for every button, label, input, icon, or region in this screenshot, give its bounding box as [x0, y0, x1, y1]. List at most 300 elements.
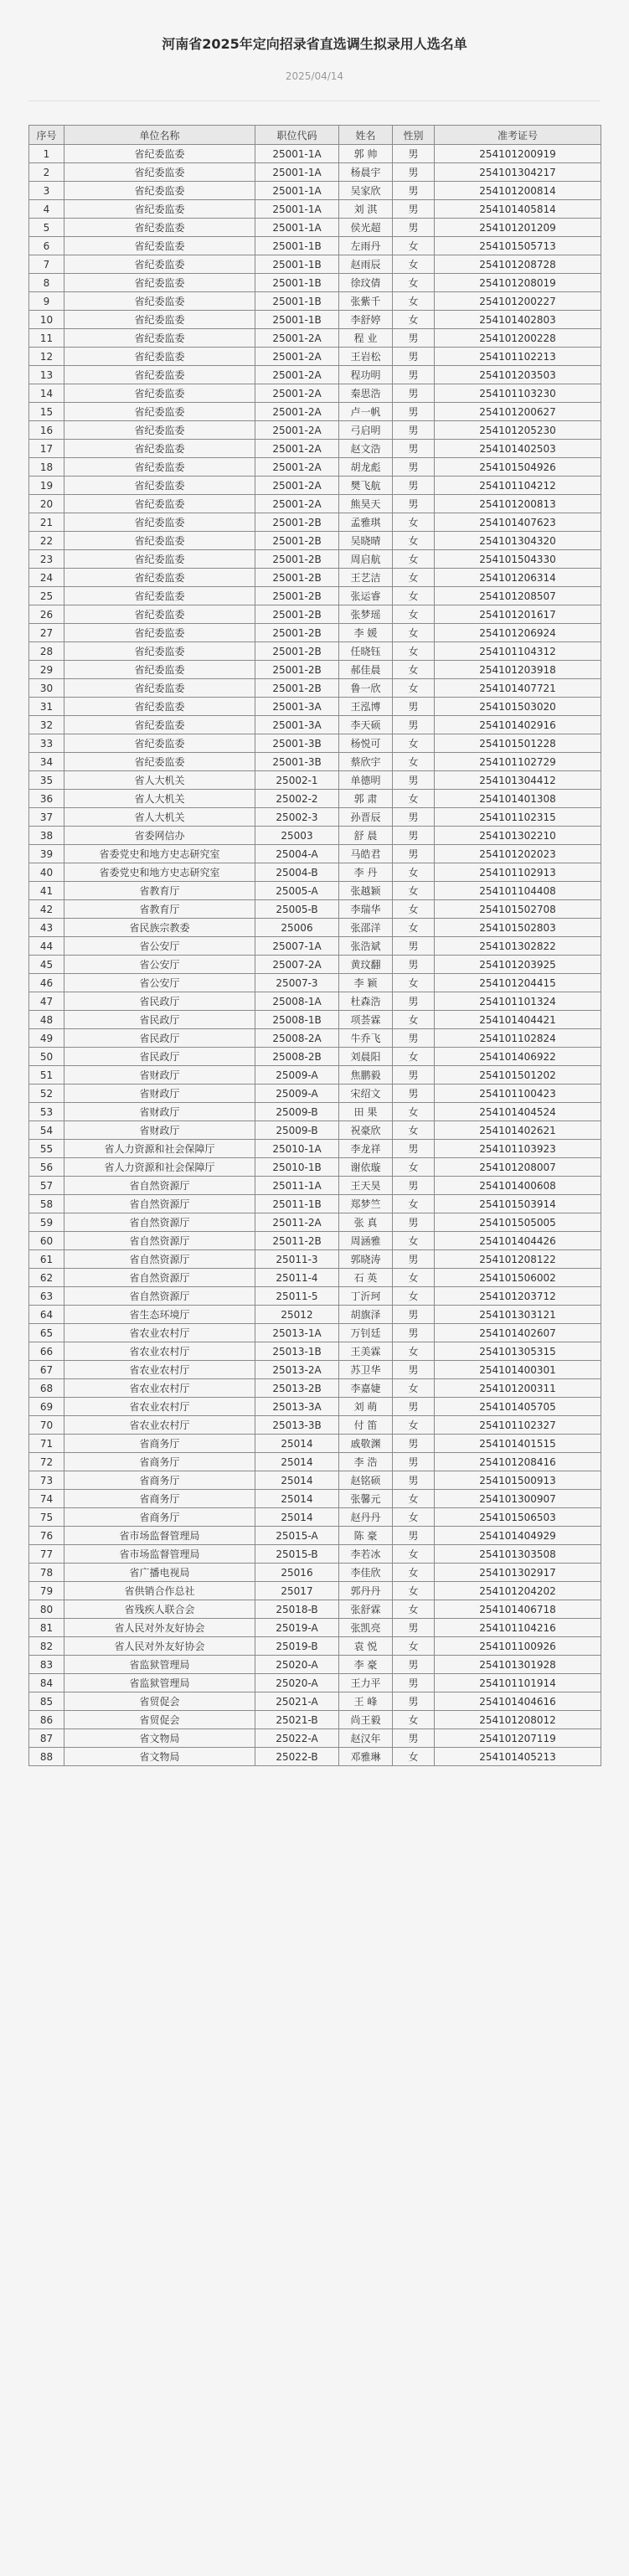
table-row	[29, 1213, 601, 1232]
cell-gender: 女	[393, 1232, 435, 1250]
table-row	[29, 1656, 601, 1674]
table-header	[29, 126, 601, 145]
cell-unit: 省商务厅	[64, 1490, 255, 1508]
cell-name: 王天昊	[339, 1177, 393, 1195]
cell-exam-id: 254101500913	[435, 1471, 601, 1490]
cell-unit: 省纪委监委	[64, 403, 255, 421]
cell-name: 孙晋辰	[339, 808, 393, 827]
cell-gender: 女	[393, 255, 435, 274]
cell-seq: 20	[29, 495, 64, 513]
table-row	[29, 1416, 601, 1435]
cell-seq: 55	[29, 1140, 64, 1158]
cell-exam-id: 254101504926	[435, 458, 601, 477]
cell-seq: 24	[29, 569, 64, 587]
cell-code: 25020-A	[255, 1674, 339, 1692]
cell-code: 25009-B	[255, 1121, 339, 1140]
cell-gender: 女	[393, 532, 435, 550]
cell-unit: 省生态环境厅	[64, 1306, 255, 1324]
cell-name: 王岩松	[339, 348, 393, 366]
cell-seq: 40	[29, 863, 64, 882]
col-header-seq: 序号	[29, 126, 64, 145]
cell-unit: 省财政厅	[64, 1084, 255, 1103]
cell-name: 熊昊天	[339, 495, 393, 513]
cell-code: 25013-1B	[255, 1342, 339, 1361]
cell-unit: 省农业农村厅	[64, 1416, 255, 1435]
cell-seq: 23	[29, 550, 64, 569]
table-row	[29, 1600, 601, 1619]
col-header-code: 职位代码	[255, 126, 339, 145]
table-row	[29, 255, 601, 274]
header-row	[29, 126, 601, 145]
cell-exam-id: 254101202023	[435, 845, 601, 863]
cell-exam-id: 254101402621	[435, 1121, 601, 1140]
cell-name: 任晓钰	[339, 642, 393, 661]
cell-exam-id: 254101102315	[435, 808, 601, 827]
cell-gender: 男	[393, 458, 435, 477]
cell-seq: 64	[29, 1306, 64, 1324]
cell-name: 左雨丹	[339, 237, 393, 255]
cell-seq: 27	[29, 624, 64, 642]
cell-unit: 省纪委监委	[64, 200, 255, 219]
cell-code: 25001-1A	[255, 145, 339, 163]
table-row	[29, 477, 601, 495]
cell-gender: 女	[393, 974, 435, 992]
cell-code: 25004-B	[255, 863, 339, 882]
cell-name: 张凯亮	[339, 1619, 393, 1637]
cell-exam-id: 254101102729	[435, 753, 601, 771]
cell-gender: 女	[393, 237, 435, 255]
cell-gender: 女	[393, 1582, 435, 1600]
cell-code: 25014	[255, 1453, 339, 1471]
cell-exam-id: 254101400301	[435, 1361, 601, 1379]
cell-exam-id: 254101100423	[435, 1084, 601, 1103]
cell-code: 25007-2A	[255, 956, 339, 974]
cell-seq: 39	[29, 845, 64, 863]
cell-code: 25011-1B	[255, 1195, 339, 1213]
table-row	[29, 937, 601, 956]
cell-gender: 女	[393, 1195, 435, 1213]
cell-gender: 女	[393, 292, 435, 311]
cell-exam-id: 254101206314	[435, 569, 601, 587]
cell-unit: 省委党史和地方史志研究室	[64, 845, 255, 863]
cell-name: 杜森浩	[339, 992, 393, 1011]
cell-unit: 省商务厅	[64, 1471, 255, 1490]
cell-unit: 省人大机关	[64, 808, 255, 827]
cell-code: 25008-1A	[255, 992, 339, 1011]
cell-name: 刘 萌	[339, 1398, 393, 1416]
cell-unit: 省民族宗教委	[64, 919, 255, 937]
cell-seq: 30	[29, 679, 64, 698]
cell-gender: 男	[393, 477, 435, 495]
cell-name: 谢依璇	[339, 1158, 393, 1177]
cell-code: 25001-2B	[255, 605, 339, 624]
cell-gender: 女	[393, 1508, 435, 1527]
cell-name: 秦思浩	[339, 384, 393, 403]
table-row	[29, 1342, 601, 1361]
cell-code: 25022-A	[255, 1729, 339, 1748]
table-row	[29, 679, 601, 698]
cell-seq: 12	[29, 348, 64, 366]
cell-exam-id: 254101501202	[435, 1066, 601, 1084]
cell-exam-id: 254101104408	[435, 882, 601, 900]
cell-unit: 省自然资源厅	[64, 1250, 255, 1269]
cell-exam-id: 254101100926	[435, 1637, 601, 1656]
cell-name: 陈 豪	[339, 1527, 393, 1545]
cell-name: 张运睿	[339, 587, 393, 605]
table-row	[29, 863, 601, 882]
cell-name: 周启航	[339, 550, 393, 569]
table-row	[29, 163, 601, 182]
cell-unit: 省农业农村厅	[64, 1342, 255, 1361]
cell-exam-id: 254101401308	[435, 790, 601, 808]
cell-unit: 省纪委监委	[64, 292, 255, 311]
cell-name: 戚敬渊	[339, 1435, 393, 1453]
cell-seq: 16	[29, 421, 64, 440]
cell-seq: 25	[29, 587, 64, 605]
cell-code: 25010-1A	[255, 1140, 339, 1158]
table-row	[29, 1435, 601, 1453]
table-row	[29, 1490, 601, 1508]
cell-exam-id: 254101404524	[435, 1103, 601, 1121]
cell-exam-id: 254101302917	[435, 1564, 601, 1582]
cell-code: 25003	[255, 827, 339, 845]
table-row	[29, 1361, 601, 1379]
cell-exam-id: 254101200814	[435, 182, 601, 200]
table-row	[29, 1084, 601, 1103]
cell-gender: 男	[393, 1140, 435, 1158]
cell-code: 25009-B	[255, 1103, 339, 1121]
cell-seq: 83	[29, 1656, 64, 1674]
cell-gender: 女	[393, 274, 435, 292]
cell-name: 吴家欣	[339, 182, 393, 200]
table-row	[29, 1158, 601, 1177]
cell-code: 25001-1B	[255, 274, 339, 292]
cell-name: 杨悦可	[339, 734, 393, 753]
cell-exam-id: 254101208122	[435, 1250, 601, 1269]
cell-gender: 男	[393, 182, 435, 200]
cell-code: 25016	[255, 1564, 339, 1582]
cell-code: 25001-1A	[255, 219, 339, 237]
cell-name: 张舒霖	[339, 1600, 393, 1619]
table-row	[29, 1232, 601, 1250]
cell-unit: 省财政厅	[64, 1103, 255, 1121]
table-row	[29, 292, 601, 311]
cell-name: 郭晓涛	[339, 1250, 393, 1269]
cell-name: 胡旗泽	[339, 1306, 393, 1324]
cell-code: 25008-1B	[255, 1011, 339, 1029]
cell-unit: 省纪委监委	[64, 145, 255, 163]
cell-unit: 省纪委监委	[64, 734, 255, 753]
cell-gender: 男	[393, 200, 435, 219]
cell-unit: 省自然资源厅	[64, 1232, 255, 1250]
cell-unit: 省民政厅	[64, 1011, 255, 1029]
table-row	[29, 882, 601, 900]
cell-code: 25010-1B	[255, 1158, 339, 1177]
cell-exam-id: 254101405213	[435, 1748, 601, 1766]
cell-name: 郭 肃	[339, 790, 393, 808]
cell-exam-id: 254101101324	[435, 992, 601, 1011]
table-row	[29, 145, 601, 163]
cell-exam-id: 254101102213	[435, 348, 601, 366]
cell-seq: 51	[29, 1066, 64, 1084]
cell-gender: 女	[393, 1269, 435, 1287]
table-row	[29, 1269, 601, 1287]
cell-name: 袁 悦	[339, 1637, 393, 1656]
cell-name: 李龙祥	[339, 1140, 393, 1158]
cell-unit: 省农业农村厅	[64, 1361, 255, 1379]
cell-unit: 省纪委监委	[64, 237, 255, 255]
table-row	[29, 698, 601, 716]
cell-name: 张 真	[339, 1213, 393, 1232]
cell-code: 25007-1A	[255, 937, 339, 956]
cell-code: 25011-2A	[255, 1213, 339, 1232]
cell-code: 25001-1B	[255, 292, 339, 311]
cell-code: 25011-4	[255, 1269, 339, 1287]
cell-unit: 省文物局	[64, 1748, 255, 1766]
table-row	[29, 1121, 601, 1140]
cell-gender: 女	[393, 1748, 435, 1766]
cell-gender: 女	[393, 642, 435, 661]
cell-unit: 省委网信办	[64, 827, 255, 845]
table-row	[29, 311, 601, 329]
cell-code: 25013-3B	[255, 1416, 339, 1435]
cell-seq: 78	[29, 1564, 64, 1582]
cell-gender: 男	[393, 808, 435, 827]
cell-code: 25001-3A	[255, 716, 339, 734]
cell-unit: 省自然资源厅	[64, 1195, 255, 1213]
cell-gender: 女	[393, 790, 435, 808]
table-row	[29, 219, 601, 237]
cell-seq: 57	[29, 1177, 64, 1195]
cell-code: 25014	[255, 1508, 339, 1527]
cell-name: 郑梦竺	[339, 1195, 393, 1213]
cell-unit: 省纪委监委	[64, 587, 255, 605]
cell-gender: 男	[393, 145, 435, 163]
cell-exam-id: 254101208416	[435, 1453, 601, 1471]
cell-unit: 省市场监督管理局	[64, 1527, 255, 1545]
cell-seq: 81	[29, 1619, 64, 1637]
cell-code: 25007-3	[255, 974, 339, 992]
cell-unit: 省人民对外友好协会	[64, 1637, 255, 1656]
cell-name: 李佳欣	[339, 1564, 393, 1582]
cell-seq: 82	[29, 1637, 64, 1656]
cell-seq: 75	[29, 1508, 64, 1527]
cell-unit: 省文物局	[64, 1729, 255, 1748]
cell-seq: 54	[29, 1121, 64, 1140]
cell-gender: 女	[393, 1103, 435, 1121]
cell-seq: 5	[29, 219, 64, 237]
cell-gender: 男	[393, 219, 435, 237]
cell-code: 25001-2A	[255, 403, 339, 421]
cell-unit: 省教育厅	[64, 900, 255, 919]
cell-seq: 62	[29, 1269, 64, 1287]
cell-seq: 28	[29, 642, 64, 661]
table-row	[29, 642, 601, 661]
cell-exam-id: 254101405705	[435, 1398, 601, 1416]
cell-gender: 男	[393, 1471, 435, 1490]
cell-unit: 省农业农村厅	[64, 1398, 255, 1416]
table-row	[29, 1379, 601, 1398]
table-row	[29, 790, 601, 808]
cell-gender: 女	[393, 1048, 435, 1066]
cell-name: 尚王毅	[339, 1711, 393, 1729]
cell-gender: 女	[393, 513, 435, 532]
cell-seq: 34	[29, 753, 64, 771]
cell-name: 焦鹏毅	[339, 1066, 393, 1084]
cell-seq: 53	[29, 1103, 64, 1121]
table-row	[29, 1564, 601, 1582]
cell-unit: 省贸促会	[64, 1692, 255, 1711]
cell-name: 鲁一欣	[339, 679, 393, 698]
cell-unit: 省人大机关	[64, 771, 255, 790]
cell-code: 25021-B	[255, 1711, 339, 1729]
cell-code: 25008-2B	[255, 1048, 339, 1066]
cell-unit: 省纪委监委	[64, 495, 255, 513]
cell-name: 周涵雅	[339, 1232, 393, 1250]
cell-name: 赵铭硕	[339, 1471, 393, 1490]
cell-code: 25014	[255, 1471, 339, 1490]
table-row	[29, 1748, 601, 1766]
table-row	[29, 753, 601, 771]
table-row	[29, 532, 601, 550]
cell-code: 25001-2A	[255, 384, 339, 403]
cell-name: 刘晨阳	[339, 1048, 393, 1066]
cell-seq: 13	[29, 366, 64, 384]
cell-gender: 男	[393, 366, 435, 384]
cell-gender: 女	[393, 569, 435, 587]
cell-seq: 10	[29, 311, 64, 329]
cell-exam-id: 254101103923	[435, 1140, 601, 1158]
cell-gender: 女	[393, 605, 435, 624]
cell-code: 25015-B	[255, 1545, 339, 1564]
cell-name: 吴晓晴	[339, 532, 393, 550]
table-row	[29, 1674, 601, 1692]
cell-exam-id: 254101200919	[435, 145, 601, 163]
cell-code: 25011-5	[255, 1287, 339, 1306]
table-row	[29, 900, 601, 919]
cell-seq: 74	[29, 1490, 64, 1508]
cell-gender: 女	[393, 661, 435, 679]
table-row	[29, 1711, 601, 1729]
cell-exam-id: 254101206924	[435, 624, 601, 642]
page-title: 河南省2025年定向招录省直选调生拟录用人选名单	[162, 36, 467, 52]
cell-name: 李舒婷	[339, 311, 393, 329]
cell-unit: 省纪委监委	[64, 661, 255, 679]
cell-exam-id: 254101402503	[435, 440, 601, 458]
cell-unit: 省民政厅	[64, 1029, 255, 1048]
cell-gender: 女	[393, 753, 435, 771]
table-row	[29, 1398, 601, 1416]
cell-gender: 男	[393, 1656, 435, 1674]
table-row	[29, 1011, 601, 1029]
cell-gender: 男	[393, 1213, 435, 1232]
cell-gender: 女	[393, 1342, 435, 1361]
cell-unit: 省纪委监委	[64, 274, 255, 292]
cell-exam-id: 254101401515	[435, 1435, 601, 1453]
cell-code: 25020-A	[255, 1656, 339, 1674]
cell-exam-id: 254101505713	[435, 237, 601, 255]
cell-unit: 省纪委监委	[64, 182, 255, 200]
table-row	[29, 1545, 601, 1564]
cell-gender: 男	[393, 1453, 435, 1471]
cell-name: 牛乔飞	[339, 1029, 393, 1048]
cell-code: 25001-2B	[255, 661, 339, 679]
cell-name: 邓雅琳	[339, 1748, 393, 1766]
cell-unit: 省纪委监委	[64, 642, 255, 661]
cell-seq: 56	[29, 1158, 64, 1177]
cell-unit: 省财政厅	[64, 1066, 255, 1084]
cell-name: 李 豪	[339, 1656, 393, 1674]
publish-date: 2025/04/14	[285, 70, 344, 82]
cell-exam-id: 254101102327	[435, 1416, 601, 1435]
cell-gender: 男	[393, 1066, 435, 1084]
cell-gender: 男	[393, 1674, 435, 1692]
cell-exam-id: 254101203503	[435, 366, 601, 384]
cell-unit: 省教育厅	[64, 882, 255, 900]
table-row	[29, 845, 601, 863]
table-row	[29, 1177, 601, 1195]
cell-exam-id: 254101303121	[435, 1306, 601, 1324]
table-row	[29, 384, 601, 403]
cell-name: 李 丹	[339, 863, 393, 882]
cell-name: 张梦瑶	[339, 605, 393, 624]
cell-name: 程功明	[339, 366, 393, 384]
table-row	[29, 808, 601, 827]
table-row	[29, 624, 601, 642]
cell-code: 25014	[255, 1490, 339, 1508]
cell-code: 25021-A	[255, 1692, 339, 1711]
cell-name: 侯光超	[339, 219, 393, 237]
cell-code: 25001-2A	[255, 421, 339, 440]
cell-gender: 男	[393, 1729, 435, 1748]
cell-exam-id: 254101502708	[435, 900, 601, 919]
cell-gender: 女	[393, 1637, 435, 1656]
cell-seq: 3	[29, 182, 64, 200]
cell-seq: 67	[29, 1361, 64, 1379]
cell-name: 郝佳晨	[339, 661, 393, 679]
cell-seq: 77	[29, 1545, 64, 1564]
cell-name: 刘 淇	[339, 200, 393, 219]
cell-gender: 女	[393, 900, 435, 919]
table-row	[29, 1324, 601, 1342]
cell-gender: 男	[393, 1324, 435, 1342]
table-row	[29, 421, 601, 440]
cell-exam-id: 254101501228	[435, 734, 601, 753]
cell-gender: 女	[393, 679, 435, 698]
cell-code: 25001-1B	[255, 237, 339, 255]
cell-unit: 省民政厅	[64, 1048, 255, 1066]
table-row	[29, 237, 601, 255]
cell-exam-id: 254101205230	[435, 421, 601, 440]
cell-code: 25012	[255, 1306, 339, 1324]
cell-gender: 男	[393, 384, 435, 403]
cell-exam-id: 254101305315	[435, 1342, 601, 1361]
cell-code: 25001-2B	[255, 569, 339, 587]
cell-seq: 33	[29, 734, 64, 753]
cell-code: 25001-2B	[255, 587, 339, 605]
cell-seq: 47	[29, 992, 64, 1011]
cell-code: 25017	[255, 1582, 339, 1600]
table-row	[29, 550, 601, 569]
cell-seq: 45	[29, 956, 64, 974]
cell-gender: 男	[393, 163, 435, 182]
cell-exam-id: 254101104216	[435, 1619, 601, 1637]
cell-exam-id: 254101102913	[435, 863, 601, 882]
cell-seq: 11	[29, 329, 64, 348]
cell-name: 李 浩	[339, 1453, 393, 1471]
cell-gender: 女	[393, 1416, 435, 1435]
cell-seq: 61	[29, 1250, 64, 1269]
